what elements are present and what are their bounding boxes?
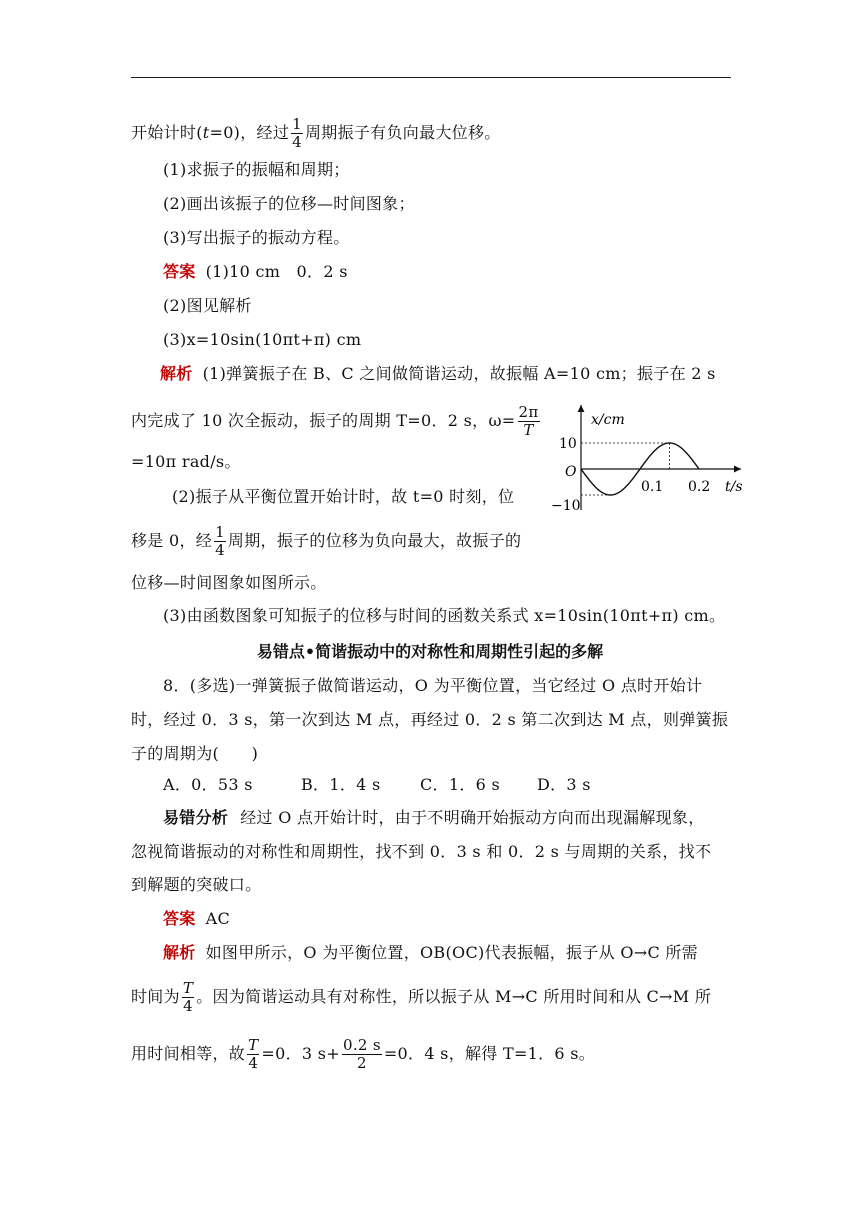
q7-analysis-line2: 内完成了 10 次全振动，振子的周期 T=0．2 s，ω= $\frac{2\pi}{T}$ (131, 403, 539, 439)
analysis-tag-2: 解析 (163, 943, 196, 962)
fraction-quarter-2: $\frac{1}{4}$ (215, 523, 225, 559)
q8-stem-line1: 8．(多选)一弹簧振子做简谐运动，O 为平衡位置，当它经过 O 点时开始计 (163, 676, 703, 695)
analysis-tag: 解析 (160, 364, 193, 383)
fraction-quarter: $\frac{1}{4}$ (292, 115, 302, 151)
q8-stem-line3: 子的周期为( ) (131, 744, 259, 763)
x-tick-0.2: 0.2 (688, 479, 711, 495)
q7-answer-line1: 答案 (1)10 cm 0．2 s (163, 262, 348, 281)
q7-answer-line3: (3)x=10sin(10πt+π) cm (163, 330, 362, 349)
q7-sub2: (2)画出该振子的位移—时间图象； (163, 194, 415, 213)
q8-error-line1: 易错分析 经过 O 点开始计时，由于不明确开始振动方向而出现漏解现象， (163, 808, 705, 827)
q8-analysis-line1: 解析 如图甲所示，O 为平衡位置，OB(OC)代表振幅，振子从 O→C 所需 (163, 943, 698, 962)
y-tick-neg-10: −10 (551, 498, 581, 510)
q8-option-b: B．1．4 s (301, 775, 381, 794)
q8-analysis-line2: 时间为 $\frac{T}{4}$ 。因为简谐运动具有对称性，所以振子从 M→C 所用时间和从 C→M 所 (131, 979, 712, 1015)
section-title: 易错点•简谐振动中的对称性和周期性引起的多解 (256, 642, 604, 661)
q7-analysis-line4: (2)振子从平衡位置开始计时，故 t=0 时刻，位 (172, 487, 515, 506)
fraction-t-over-4-2: $\frac{T}{4}$ (248, 1036, 259, 1072)
q7-analysis-line5: 移是 0，经 $\frac{1}{4}$ 周期，振子的位移为负向最大，故振子的 (131, 523, 522, 559)
q7-sub3: (3)写出振子的振动方程。 (163, 228, 350, 247)
q7-analysis-line7: (3)由函数图象可知振子的位移与时间的函数关系式 x=10sin(10πt+π) cm。 (163, 606, 726, 625)
y-axis-label: x/cm (591, 412, 625, 428)
q8-option-a: A．0．53 s (163, 775, 253, 794)
q8-error-line2: 忽视简谐振动的对称性和周期性，找不到 0．3 s 和 0．2 s 与周期的关系，找不 (131, 842, 712, 861)
header-rule (131, 77, 731, 78)
q8-answer: 答案 AC (163, 909, 231, 928)
q8-option-c: C．1．6 s (420, 775, 500, 794)
q8-option-d: D．3 s (537, 775, 591, 794)
q8-error-line3: 到解题的突破口。 (131, 875, 262, 894)
q7-line1: 开始计时(t=0)，经过 $\frac{1}{4}$ 周期振子有负向最大位移。 (131, 115, 501, 151)
q7-answer-line2: (2)图见解析 (163, 296, 252, 315)
q8-stem-line2: 时，经过 0．3 s，第一次到达 M 点，再经过 0．2 s 第二次到达 M 点，则弹簧振 (131, 710, 729, 729)
displacement-time-graph (545, 400, 755, 510)
q7-analysis-line6: 位移—时间图象如图所示。 (131, 573, 327, 592)
q7-analysis-line3: =10π rad/s。 (131, 452, 241, 471)
x-axis-label: t/s (725, 479, 743, 495)
q7-analysis-line1: 解析 (1)弹簧振子在 B、C 之间做简谐运动，故振幅 A=10 cm；振子在 2 s (160, 364, 716, 383)
origin-label: O (565, 464, 577, 480)
fraction-t-over-4: $\frac{T}{4}$ (182, 979, 194, 1015)
fraction-omega: $\frac{2\pi}{T}$ (518, 403, 539, 439)
answer-tag-2: 答案 (163, 909, 196, 928)
fraction-half-02: $\frac{0.2 s}{2}$ (343, 1036, 381, 1072)
q7-sub1: (1)求振子的振幅和周期； (163, 160, 350, 179)
error-analysis-tag: 易错分析 (163, 808, 229, 827)
x-tick-0.1: 0.1 (641, 479, 664, 495)
q8-analysis-line3: 用时间相等，故 $\frac{T}{4}$ =0．3 s+ $\frac{0.2 s}{2}$ =0．4 s，解得 T=1．6 s。 (131, 1036, 596, 1072)
y-tick-10: 10 (559, 436, 577, 452)
answer-tag: 答案 (163, 262, 196, 281)
